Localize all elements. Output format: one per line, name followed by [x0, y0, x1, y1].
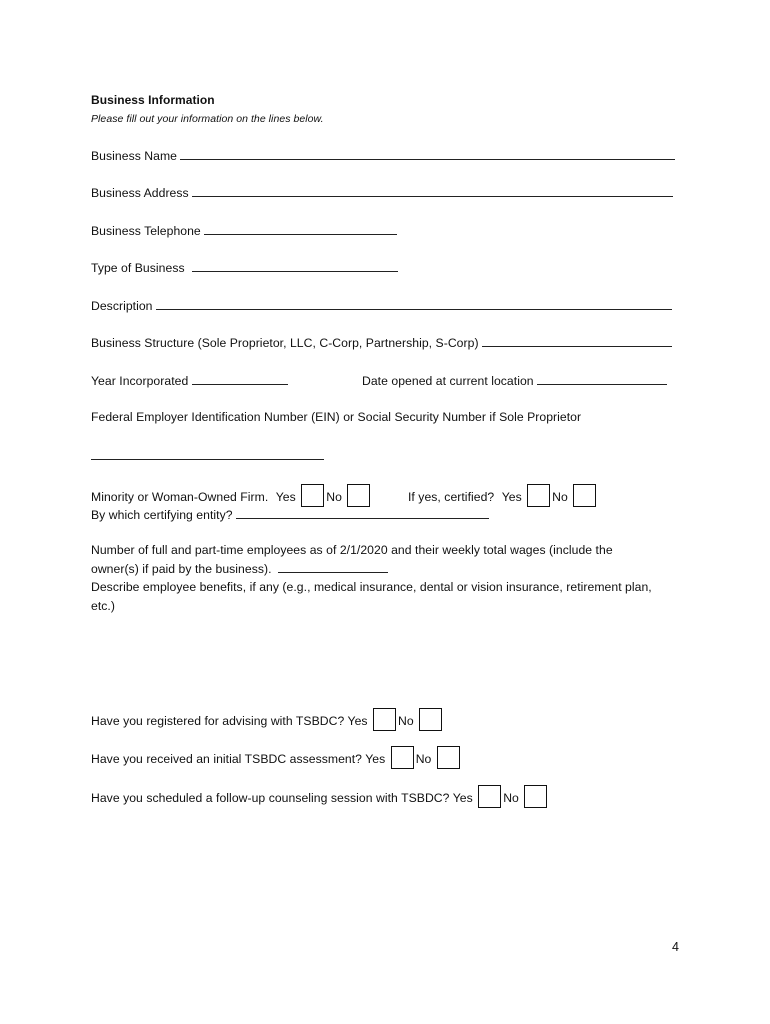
- registered-tsbdc-row: [91, 708, 444, 731]
- minority-no-checkbox[interactable]: [347, 484, 370, 507]
- registered-yes-checkbox[interactable]: [373, 708, 396, 731]
- minority-yes-checkbox[interactable]: [301, 484, 324, 507]
- business-telephone-row: [91, 223, 397, 238]
- type-of-business-label: Type of Business: [91, 261, 185, 275]
- benefits-line-1: Describe employee benefits, if any (e.g., medical insurance, dental or vision insurance, retirement plan,: [91, 580, 652, 594]
- followup-session-label: Have you scheduled a follow-up counseling session with TSBDC?: [91, 791, 450, 805]
- year-incorporated-field[interactable]: [192, 373, 288, 385]
- business-address-field[interactable]: [192, 185, 673, 197]
- description-label: Description: [91, 299, 153, 313]
- page-number: 4: [672, 940, 679, 954]
- business-structure-label: Business Structure (Sole Proprietor, LLC, C-Corp, Partnership, S-Corp): [91, 336, 479, 350]
- business-address-label: Business Address: [91, 186, 189, 200]
- date-opened-field[interactable]: [537, 373, 667, 385]
- assessment-yes-checkbox[interactable]: [391, 746, 414, 769]
- certified-no-checkbox[interactable]: [573, 484, 596, 507]
- registered-yes-label: Yes: [347, 714, 368, 728]
- business-name-label: Business Name: [91, 149, 177, 163]
- section-subtitle: Please fill out your information on the lines below.: [91, 113, 324, 125]
- description-row: [91, 298, 672, 313]
- registered-no-label: No: [397, 714, 414, 728]
- registered-no-checkbox[interactable]: [419, 708, 442, 731]
- type-of-business-field[interactable]: [192, 260, 398, 272]
- minority-no-label: No: [326, 490, 342, 504]
- ein-label: Federal Employer Identification Number (EIN) or Social Security Number if Sole Proprietor: [91, 410, 582, 424]
- business-name-row: [91, 148, 675, 163]
- ein-field[interactable]: [91, 448, 324, 460]
- year-incorporated-row: [91, 373, 288, 388]
- ein-row: [91, 448, 324, 463]
- business-structure-row: [91, 335, 672, 350]
- assessment-no-label: No: [415, 752, 432, 766]
- certifying-entity-row: [91, 507, 489, 522]
- section-title: Business Information: [91, 93, 215, 107]
- followup-yes-label: Yes: [452, 791, 473, 805]
- benefits-line-2: etc.): [91, 599, 115, 613]
- assessment-yes-label: Yes: [365, 752, 386, 766]
- type-of-business-row: [91, 260, 398, 275]
- business-address-row: [91, 185, 673, 200]
- initial-assessment-row: [91, 746, 462, 769]
- year-incorporated-label: Year Incorporated: [91, 374, 189, 388]
- followup-no-checkbox[interactable]: [524, 785, 547, 808]
- certifying-entity-field[interactable]: [236, 507, 489, 519]
- initial-assessment-label: Have you received an initial TSBDC assessment?: [91, 752, 363, 766]
- employees-line-1: Number of full and part-time employees as of 2/1/2020 and their weekly total wages (include the: [91, 543, 613, 557]
- certified-yes-label: Yes: [501, 490, 522, 504]
- certifying-entity-label: By which certifying entity?: [91, 508, 233, 522]
- date-opened-row: [362, 373, 667, 388]
- business-telephone-field[interactable]: [204, 223, 397, 235]
- business-name-field[interactable]: [180, 148, 675, 160]
- followup-no-label: No: [503, 791, 519, 805]
- certified-yes-checkbox[interactable]: [527, 484, 550, 507]
- business-telephone-label: Business Telephone: [91, 224, 201, 238]
- employees-line-2: owner(s) if paid by the business).: [91, 562, 272, 576]
- assessment-no-checkbox[interactable]: [437, 746, 460, 769]
- minority-owned-row: [91, 484, 372, 507]
- followup-session-row: [91, 785, 549, 808]
- certified-row: [408, 484, 598, 507]
- date-opened-label: Date opened at current location: [362, 374, 534, 388]
- registered-tsbdc-label: Have you registered for advising with TSBDC?: [91, 714, 345, 728]
- certified-no-label: No: [552, 490, 568, 504]
- minority-owned-label: Minority or Woman-Owned Firm.: [91, 490, 269, 504]
- certified-label: If yes, certified?: [408, 490, 495, 504]
- business-structure-field[interactable]: [482, 335, 672, 347]
- followup-yes-checkbox[interactable]: [478, 785, 501, 808]
- minority-yes-label: Yes: [275, 490, 296, 504]
- employees-row-2: [91, 561, 388, 576]
- employees-field[interactable]: [278, 561, 388, 573]
- description-field[interactable]: [156, 298, 672, 310]
